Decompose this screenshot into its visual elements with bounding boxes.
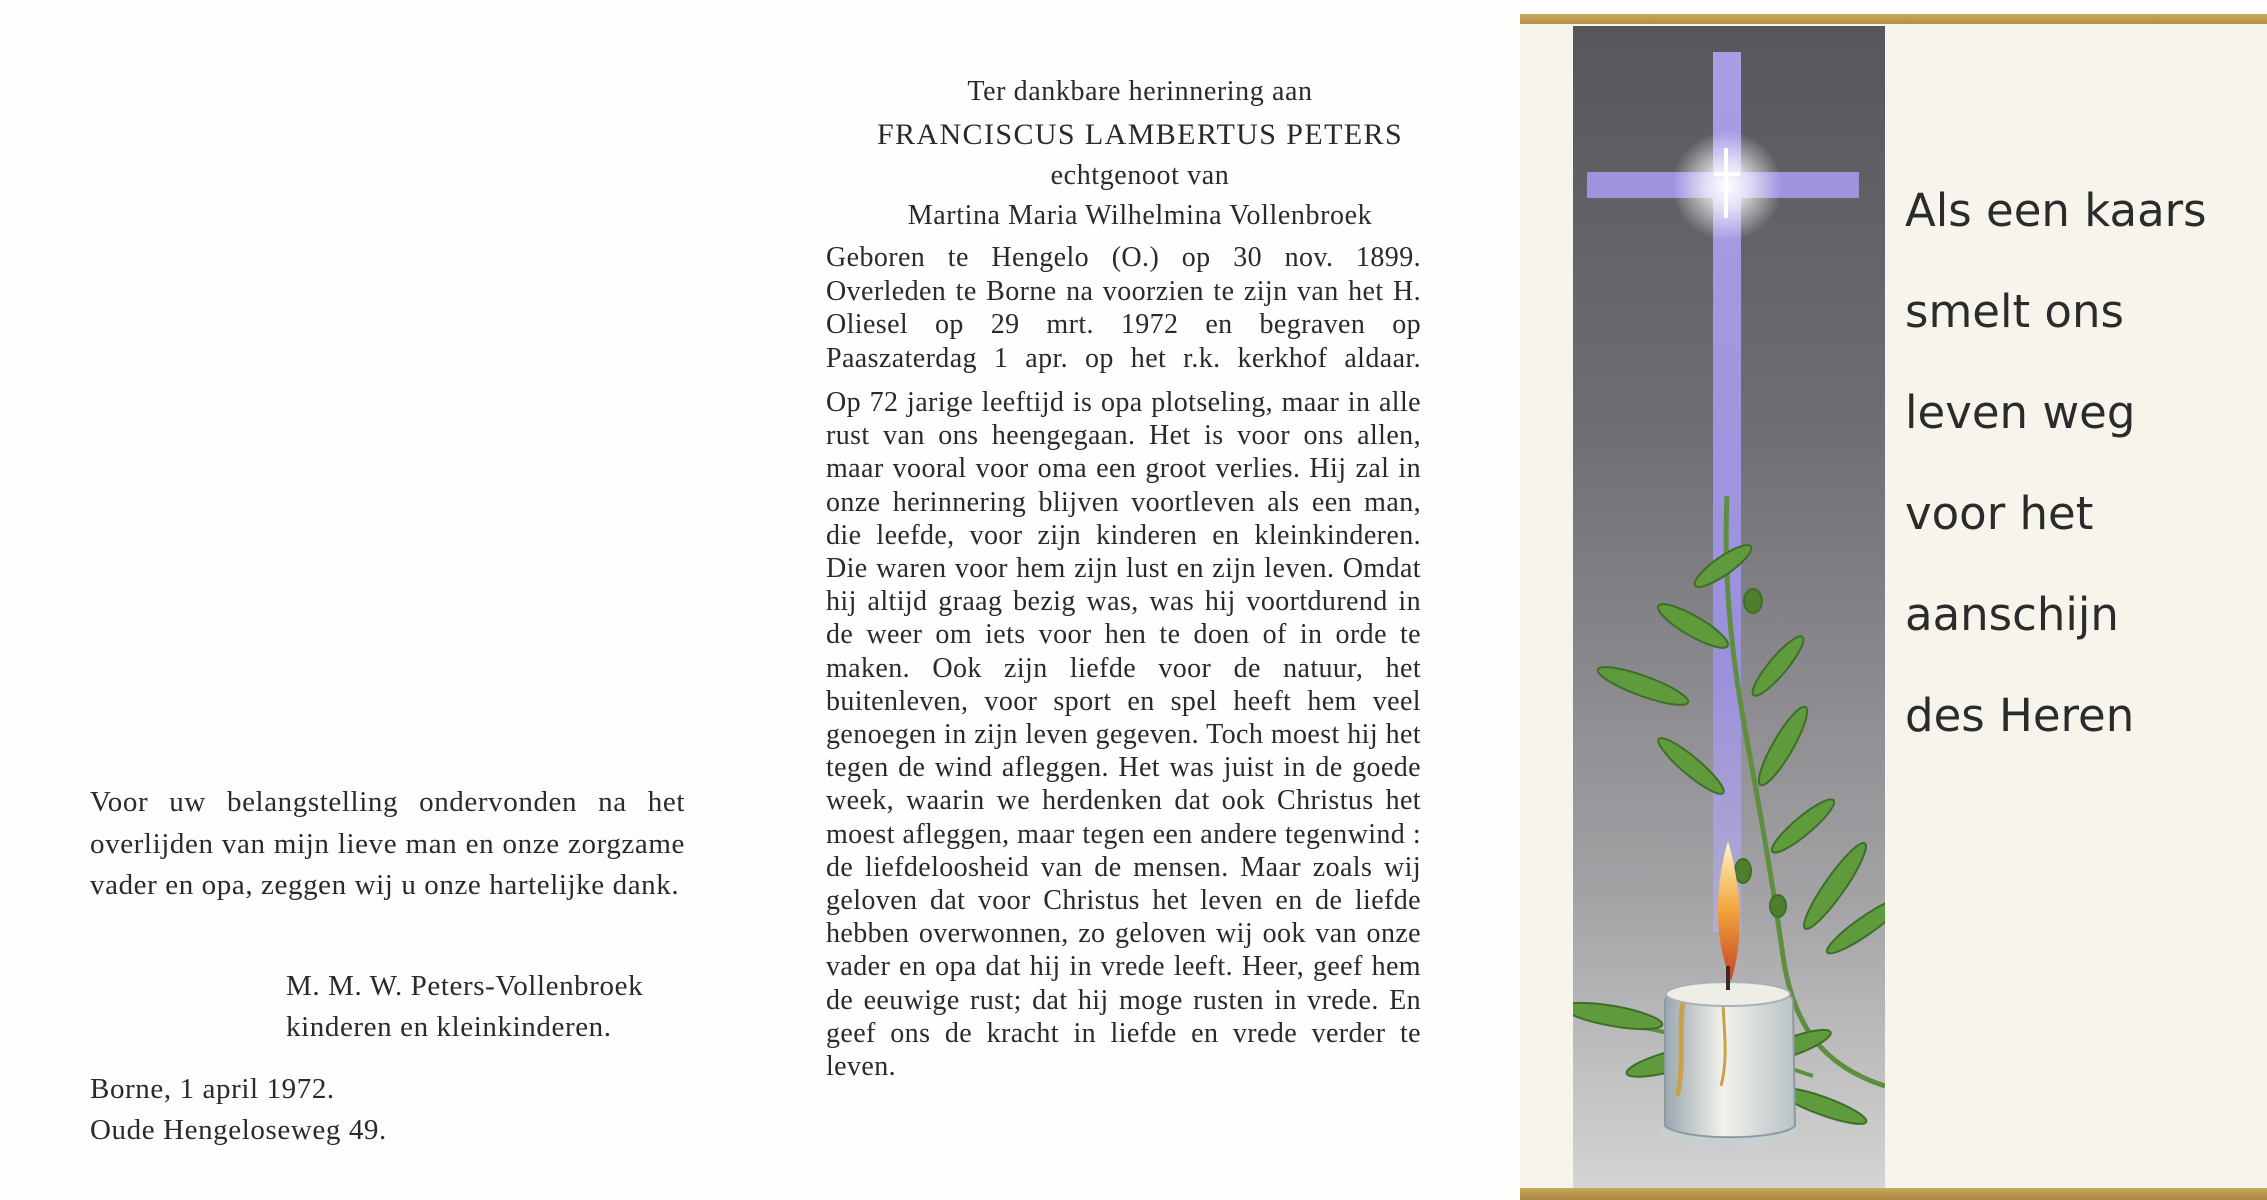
gold-border-bottom <box>1520 1188 2267 1200</box>
verse-line-2: smelt ons <box>1905 285 2124 338</box>
birth-death-text: Geboren te Hengelo (O.) op 30 nov. 1899. Overleden te Borne na voorzien te zijn van het H. Oliesel op 29 mrt. 1972 en begraven op Paaszaterdag 1 apr. op het r.k. kerkhof aldaar. <box>826 242 1421 374</box>
biography-text: Op 72 jarige leeftijd is opa plotseling, maar in alle rust van ons heengegaan. Het is voor ons allen, maar vooral voor oma een groot verlies. Hij zal in onze herinnering blijven voortleven als een man, die leefde, voor zijn kinderen en kleinkinderen. Die waren voor hem zijn lust en zijn leven. Omdat hij altijd graag bezig was, was hij voortdurend in de weer om iets voor hen te doen of in orde te maken. Ook zijn liefde voor de natuur, het buitenleven, voor sport en spel heeft hem veel genoegen in zijn leven gegeven. Toch moest hij het tegen de wind afleggen. Het was juist in de goede week, waarin we herdenken dat ook Christus het moest afleggen, maar tegen een andere tegenwind : de liefdeloosheid van de mensen. Maar zoals wij geloven dat voor Christus het leven en de liefde hebben overwonnen, zo geloven wij ook van onze vader en opa dat hij in vrede leeft. Heer, geef hem de eeuwige rust; dat hij moge rusten in vrede. En geef ons de kracht in liefde en vrede verder te leven. <box>826 387 1421 1083</box>
address: Oude Hengeloseweg 49. <box>90 1114 387 1146</box>
place-date: Borne, 1 april 1972. <box>90 1073 335 1105</box>
verse-line-6: des Heren <box>1905 689 2135 742</box>
signature-name: M. M. W. Peters-Vollenbroek <box>286 970 644 1002</box>
middle-panel <box>760 0 1520 1200</box>
signature-family: kinderen en kleinkinderen. <box>286 1011 612 1043</box>
thanks-text: Voor uw belangstelling ondervonden na het overlijden van mijn lieve man en onze zorgzame vader en opa, zeggen wij u onze hartelijke dank. <box>90 786 685 901</box>
spouse-label: echtgenoot van <box>1050 160 1230 191</box>
left-panel <box>0 0 760 1200</box>
verse-line-1: Als een kaars <box>1905 184 2207 237</box>
verse-line-5: aanschijn <box>1905 588 2119 641</box>
gold-border-top <box>1520 14 2267 24</box>
verse-line-3: leven weg <box>1905 386 2136 439</box>
deceased-name: FRANCISCUS LAMBERTUS PETERS <box>876 118 1404 151</box>
verse-line-4: voor het <box>1905 487 2094 540</box>
memorial-intro: Ter dankbare herinnering aan <box>967 76 1313 107</box>
spouse-name: Martina Maria Wilhelmina Vollenbroek <box>907 200 1373 231</box>
cross-candle-illustration <box>1573 26 1885 1188</box>
